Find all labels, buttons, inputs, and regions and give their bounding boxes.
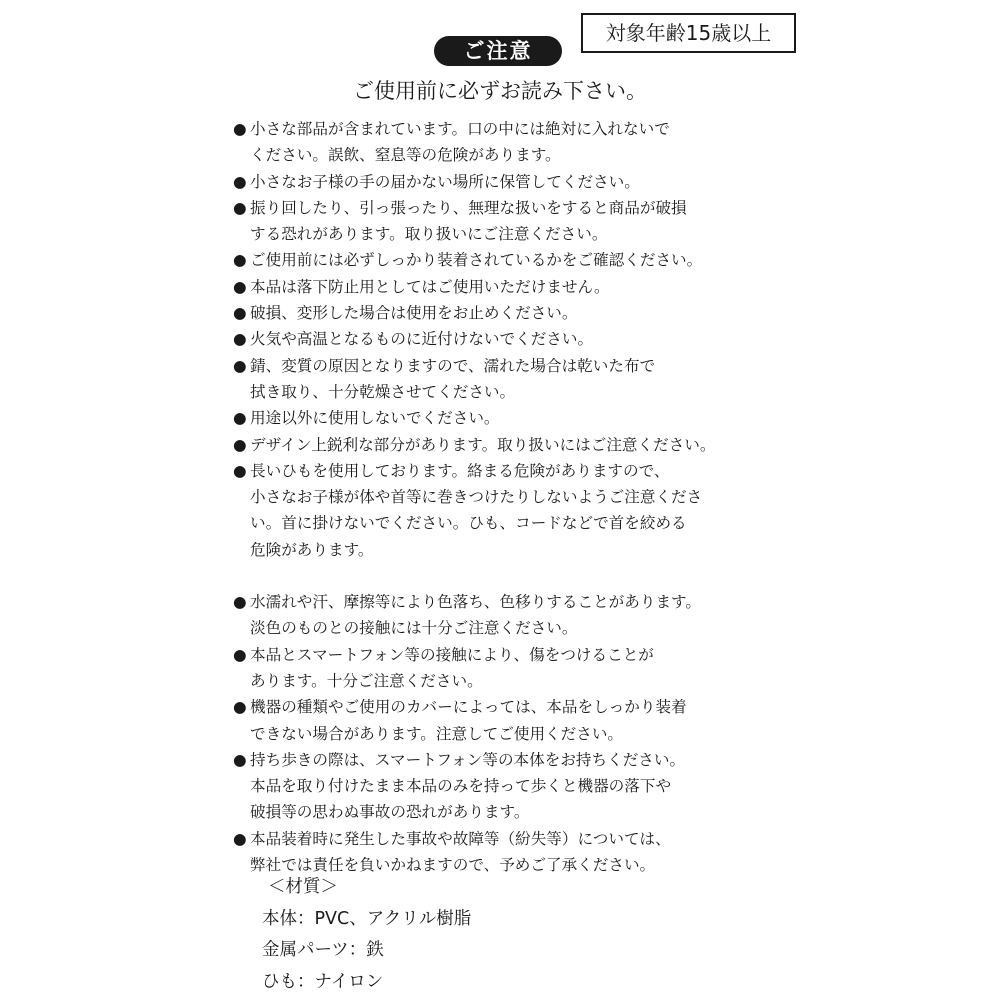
bullet-icon: ● xyxy=(233,120,247,138)
bullet-icon: ● xyxy=(233,750,247,769)
caution-item-line: ご使用前には必ずしっかり装着されているかをご確認ください。 xyxy=(250,251,703,270)
materials-heading: ＜材質＞ xyxy=(268,877,338,897)
caution-item-line: 火気や高温となるものに近付けないでください。 xyxy=(250,330,594,349)
caution-item-line: デザイン上鋭利な部分があります。取り扱いにはご注意ください。 xyxy=(250,435,716,454)
caution-item-line: 本品装着時に発生した事故や故障等（紛失等）については、 xyxy=(250,829,671,848)
subtitle: ご使用前に必ずお読み下さい。 xyxy=(353,79,647,103)
caution-item-line: 本品を取り付けたまま本品のみを持って歩くと機器の落下や xyxy=(250,777,672,796)
caution-item-line: 弊社では責任を負いかねますので、予めご了承ください。 xyxy=(250,856,656,875)
caution-item-line: 危険があります。 xyxy=(250,540,374,559)
caution-item-line: 小さなお子様の手の届かない場所に保管してください。 xyxy=(250,172,640,191)
caution-item-line: 振り回したり、引っ張ったり、無理な扱いをすると商品が破損 xyxy=(250,198,687,217)
caution-item-line: 持ち歩きの際は、スマートフォン等の本体をお持ちください。 xyxy=(250,750,686,769)
age-rating-box: 対象年齢15歳以上 xyxy=(581,13,796,53)
caution-item-line: 淡色のものとの接触には十分ご注意ください。 xyxy=(250,619,578,638)
material-line: ひも：ナイロン xyxy=(262,971,384,992)
bullet-icon: ● xyxy=(233,829,247,848)
caution-item xyxy=(233,300,793,326)
caution-item-line: 錆、変質の原因となりますので、濡れた場合は乾いた布で xyxy=(250,356,656,375)
bullet-icon: ● xyxy=(233,698,247,717)
caution-item xyxy=(233,747,793,826)
bullet-icon: ● xyxy=(233,277,247,296)
caution-group xyxy=(233,589,793,878)
caution-item-line: できない場合があります。注意してご使用ください。 xyxy=(250,724,624,743)
caution-item xyxy=(233,432,793,458)
caution-item xyxy=(233,642,793,695)
caution-item-line: 用途以外に使用しないでください。 xyxy=(250,409,500,428)
caution-item-line: 小さな部品が含まれています。口の中には絶対に入れないで xyxy=(250,120,670,138)
bullet-icon: ● xyxy=(233,461,247,480)
material-line: 金属パーツ：鉄 xyxy=(262,940,384,960)
caution-item xyxy=(233,247,793,273)
bullet-icon: ● xyxy=(233,409,247,428)
caution-item xyxy=(233,826,793,879)
bullet-icon: ● xyxy=(233,356,247,375)
caution-item-line: 機器の種類やご使用のカバーによっては、本品をしっかり装着 xyxy=(250,698,687,717)
caution-item-line: 小さなお子様が体や首等に巻きつけたりしないようご注意くださ xyxy=(250,488,703,507)
bullet-icon: ● xyxy=(233,435,247,454)
caution-item-line: 本品は落下防止用としてはご使用いただけません。 xyxy=(250,277,610,296)
caution-item xyxy=(233,458,793,563)
caution-item-line: 破損等の思わぬ事故の恐れがあります。 xyxy=(250,803,530,822)
caution-notes xyxy=(233,116,793,878)
bullet-icon: ● xyxy=(233,251,247,270)
caution-item-line: あります。十分ご注意ください。 xyxy=(250,671,483,690)
caution-group xyxy=(233,116,793,563)
caution-item-line: 水濡れや汗、摩擦等により色落ち、色移りすることがあります。 xyxy=(250,593,701,612)
bullet-icon: ● xyxy=(233,304,247,323)
caution-item xyxy=(233,169,793,195)
bullet-icon: ● xyxy=(233,172,247,191)
caution-badge: ご注意 xyxy=(434,36,562,66)
caution-item xyxy=(233,405,793,431)
caution-item xyxy=(233,589,793,642)
caution-item-line: い。首に掛けないでください。ひも、コードなどで首を絞める xyxy=(250,514,687,533)
bullet-icon: ● xyxy=(233,645,247,664)
bullet-icon: ● xyxy=(233,330,247,349)
caution-item-line: 拭き取り、十分乾燥させてください。 xyxy=(250,382,516,401)
bullet-icon: ● xyxy=(233,198,247,217)
caution-item-line: ください。誤飲、窒息等の危険があります。 xyxy=(250,146,561,165)
caution-item xyxy=(233,116,793,169)
caution-item xyxy=(233,694,793,747)
caution-item-line: 長いひもを使用しております。絡まる危険がありますので、 xyxy=(250,461,670,480)
caution-item-line: 本品とスマートフォン等の接触により、傷をつけることが xyxy=(250,645,654,664)
caution-item xyxy=(233,274,793,300)
materials-section xyxy=(262,872,471,998)
caution-item xyxy=(233,353,793,406)
caution-item-line: 破損、変形した場合は使用をお止めください。 xyxy=(250,304,578,323)
bullet-icon: ● xyxy=(233,593,247,612)
material-line: 本体：PVC、アクリル樹脂 xyxy=(262,908,472,929)
caution-item xyxy=(233,326,793,352)
caution-item-line: する恐れがあります。取り扱いにご注意ください。 xyxy=(250,225,608,244)
caution-item xyxy=(233,195,793,248)
